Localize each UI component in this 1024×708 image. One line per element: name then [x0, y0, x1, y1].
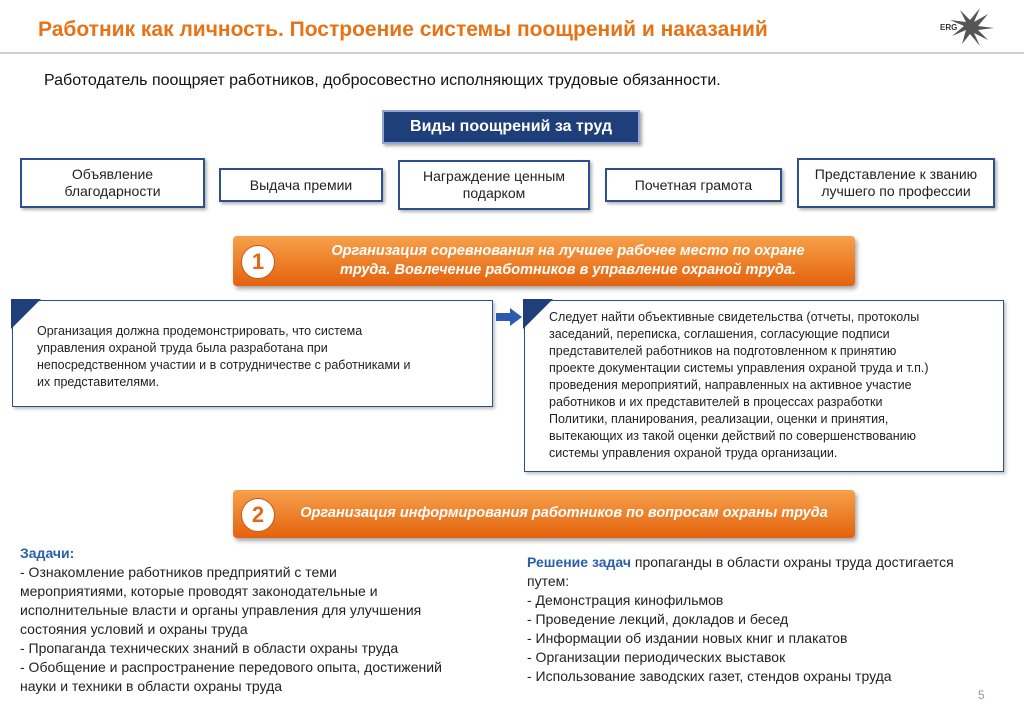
reward-item-bonus [219, 168, 383, 202]
left-note [12, 300, 493, 407]
arrow-right-icon [496, 308, 522, 326]
note-line: представителей работников на подготовленном к принятию [549, 344, 897, 358]
note-line: вытекающих из такой оценки действий по совершенствованию [549, 429, 916, 443]
reward-line: подарком [462, 185, 526, 201]
reward-line: Объявление [71, 166, 154, 182]
task-line: мероприятиями, которые проводят законодательные и [20, 583, 378, 599]
reward-item-certificate [605, 168, 782, 202]
section-2-banner [233, 490, 855, 538]
rewards-heading: Виды поощрений за труд [382, 110, 640, 144]
note-line: заседаний, переписка, соглашения, согласующие подписи [549, 327, 890, 341]
logo-text: ERG [940, 23, 958, 32]
erg-logo [938, 6, 998, 46]
task-line: науки и техники в области охраны труда [20, 678, 283, 694]
task-line: состояния условий и охраны труда [20, 621, 248, 637]
reward-line: Почетная грамота [634, 176, 753, 193]
solution-line: путем: [527, 573, 570, 589]
reward-item-title [797, 158, 995, 208]
section-1-line: труда. Вовлечение работников в управление охраной труда. [339, 262, 797, 278]
reward-line: Выдача премии [249, 176, 353, 193]
note-line: непосредственном участии и в сотрудничестве с работниками и [37, 358, 411, 372]
solution-line: - Использование заводских газет, стендов охраны труда [527, 668, 892, 684]
solution-block [527, 553, 1017, 686]
tasks-block [20, 544, 510, 696]
section-1-line: Организация соревнования на лучшее рабочее место по охране [331, 243, 805, 259]
solution-line: - Информации об издании новых книг и плакатов [527, 630, 848, 646]
note-line: управления охраной труда была разработана при [37, 341, 328, 355]
note-line: работников и их представителей в процессах разработки [549, 395, 883, 409]
reward-line: лучшего по профессии [821, 183, 971, 199]
page-title: Работник как личность. Построение системы поощрений и наказаний [38, 18, 768, 41]
note-line: проведения мероприятий, направленных на активное участие [549, 378, 912, 392]
solution-line: - Демонстрация кинофильмов [527, 592, 724, 608]
note-line: проекте документации системы управления охраной труда и т.п.) [549, 361, 929, 375]
subtitle: Работодатель поощряет работников, добросовестно исполняющих трудовые обязанности. [44, 72, 721, 89]
header-divider [0, 52, 1024, 54]
section-1-number: 1 [241, 245, 275, 279]
task-line: - Ознакомление работников предприятий с теми [20, 564, 337, 580]
section-1-banner [233, 236, 855, 286]
reward-line: Награждение ценным [423, 168, 565, 184]
solution-intro: пропаганды в области охраны труда достигается [630, 554, 954, 570]
note-line: Политики, планирования, реализации, оценки и принятия, [549, 412, 889, 426]
solution-heading: Решение задач [527, 554, 631, 570]
solution-line: - Организации периодических выставок [527, 649, 786, 665]
section-2-text: Организация информирования работников по вопросам охраны труда [300, 505, 828, 521]
page-number: 5 [978, 688, 985, 702]
solution-line: - Проведение лекций, докладов и бесед [527, 611, 789, 627]
tasks-heading: Задачи: [20, 545, 75, 561]
right-note [524, 300, 1004, 472]
section-2-number: 2 [241, 498, 275, 532]
note-line: системы управления охраной труда организации. [549, 446, 838, 460]
reward-line: Представление к званию [814, 166, 978, 182]
task-line: - Пропаганда технических знаний в области охраны труда [20, 640, 399, 656]
note-line: Следует найти объективные свидетельства (отчеты, протоколы [549, 310, 920, 324]
reward-line: благодарности [64, 183, 161, 199]
reward-item-gratitude [20, 158, 205, 208]
note-line: их представителями. [37, 375, 160, 389]
task-line: - Обобщение и распространение передового опыта, достижений [20, 659, 442, 675]
reward-item-gift [398, 160, 590, 210]
task-line: исполнительные власти и органы управления для улучшения [20, 602, 422, 618]
note-line: Организация должна продемонстрировать, что система [37, 324, 363, 338]
